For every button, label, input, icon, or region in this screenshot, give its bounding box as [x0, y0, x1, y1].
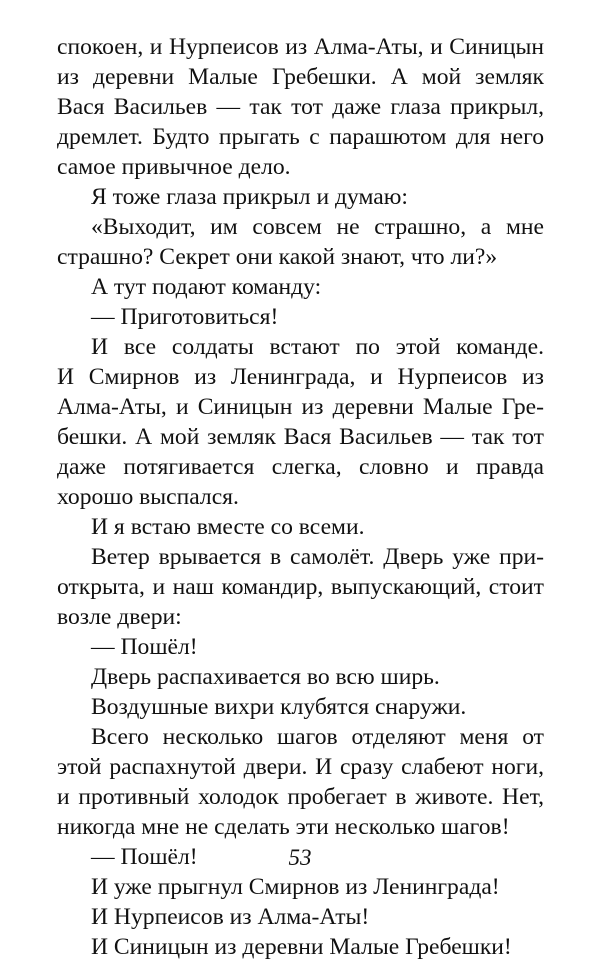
paragraph-4 — [57, 272, 544, 302]
text-line: — Приготовиться! — [91, 304, 279, 330]
text-line: И все солдаты встают по этой команде. — [91, 334, 544, 360]
text-line: Вася Васильев — так тот даже глаза прикрыл, — [57, 94, 544, 120]
text-line: И Синицын из деревни Малые Гребешки! — [91, 934, 512, 960]
text-line: возле двери: — [57, 604, 182, 630]
text-line: А тут подают команду: — [91, 274, 322, 300]
text-line: Всего несколько шагов отделяют меня от — [91, 724, 544, 750]
paragraph-2 — [57, 182, 544, 212]
text-line: И Смирнов из Ленинграда, и Нурпеисов из — [57, 364, 544, 390]
text-line: Алма-Аты, и Синицын из деревни Малые Гре- — [57, 394, 544, 420]
paragraph-15 — [57, 902, 544, 932]
text-line: Ветер врывается в самолёт. Дверь уже при- — [91, 544, 544, 570]
paragraph-14 — [57, 872, 544, 902]
text-line: Я тоже глаза прикрыл и думаю: — [91, 184, 408, 210]
text-line: Дверь распахивается во всю ширь. — [91, 664, 440, 690]
text-line: И Нурпеисов из Алма-Аты! — [91, 904, 370, 930]
paragraph-10 — [57, 662, 544, 692]
text-line: — Пошёл! — [91, 844, 198, 870]
text-line: страшно? Секрет они какой знают, что ли?» — [57, 244, 498, 270]
paragraph-16 — [57, 932, 544, 962]
paragraph-12 — [57, 722, 544, 842]
text-line: этой распахнутой двери. И сразу слабеют ноги, — [57, 754, 544, 780]
text-line: и противный холодок пробегает в животе. Нет, — [57, 784, 544, 810]
body-text — [57, 32, 544, 962]
text-line: Воздушные вихри клубятся снаружи. — [91, 694, 467, 720]
paragraph-6 — [57, 332, 544, 512]
text-page — [57, 32, 544, 962]
paragraph-8 — [57, 542, 544, 632]
text-line: «Выходит, им совсем не страшно, а мне — [91, 214, 544, 240]
text-line: И уже прыгнул Смирнов из Ленинграда! — [91, 874, 500, 900]
text-line: дремлет. Будто прыгать с парашютом для него — [57, 124, 544, 150]
paragraph-11 — [57, 692, 544, 722]
text-line: — Пошёл! — [91, 634, 198, 660]
text-line: даже потягивается слегка, словно и правда — [57, 454, 544, 480]
paragraph-3 — [57, 212, 544, 272]
text-line: бешки. А мой земляк Вася Васильев — так тот — [57, 424, 544, 450]
text-line: самое привычное дело. — [57, 154, 291, 180]
text-line: никогда мне не сделать эти несколько шагов! — [57, 814, 510, 840]
paragraph-1 — [57, 32, 544, 182]
paragraph-5 — [57, 302, 544, 332]
text-line: из деревни Малые Гребешки. А мой земляк — [57, 64, 544, 90]
page-number: 53 — [288, 845, 312, 870]
text-line: И я встаю вместе со всеми. — [91, 514, 365, 540]
text-line: спокоен, и Нурпеисов из Алма-Аты, и Синицын — [57, 34, 544, 60]
text-line: открыта, и наш командир, выпускающий, стоит — [57, 574, 544, 600]
paragraph-7 — [57, 512, 544, 542]
paragraph-9 — [57, 632, 544, 662]
text-line: хорошо выспался. — [57, 484, 239, 510]
